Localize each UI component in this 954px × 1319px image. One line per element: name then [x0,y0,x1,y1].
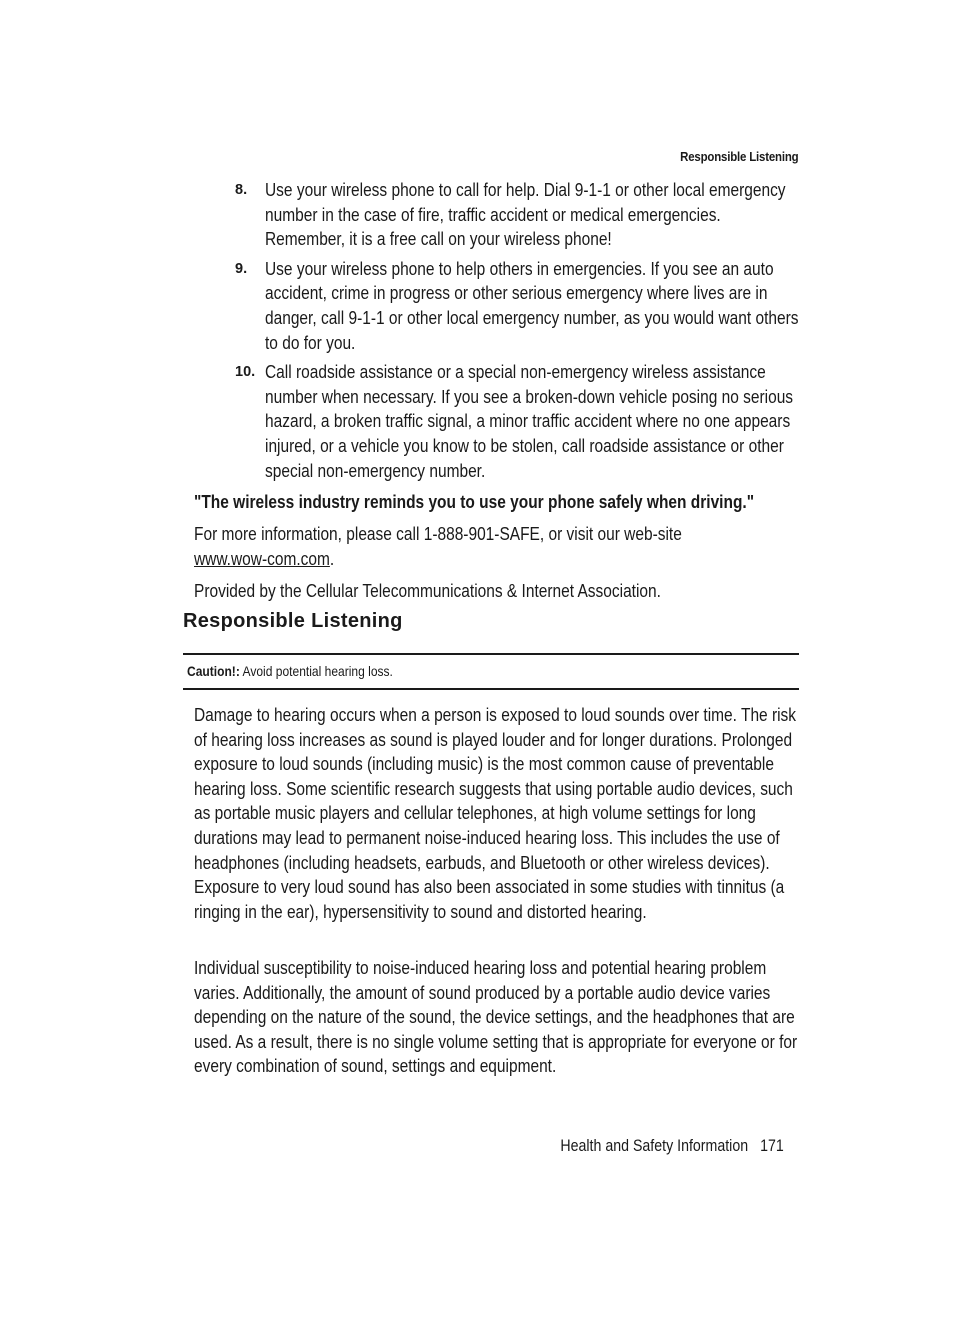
more-info-paragraph [194,522,800,571]
list-item-number: 8. [235,182,248,198]
caution-bottom-rule [183,688,799,690]
footer-chapter: Health and Safety Information [560,1137,749,1155]
list-item-number: 9. [235,260,248,277]
more-info-suffix: . [329,548,335,569]
body-paragraph-text: Damage to hearing occurs when a person is exposed to loud sounds over time. The risk of hearing loss increases as sound is played louder and for longer durations. Prolonged exposure to loud sounds (including music) is the most common cause of preventable hearing loss. Some scientific research suggests that using portable audio devices, such as portable music players and cellular telephones, at high volume settings for long durations may lead to permanent noise-induced hearing loss. This includes the use of headphones (including headsets, earbuds, and Bluetooth or other wireless devices). Exposure to very loud sound has also been associated in some studies with tinnitus (a ringing in the ear), hypersensitivity to sound and distorted hearing. [194,705,797,922]
list-item-text: Call roadside assistance or a special non-emergency wireless assistance number when necessary. If you see a broken-down vehicle posing no serious hazard, a broken traffic signal, a minor traffic accident where no one appears injured, or a vehicle you know to be stolen, call roadside assistance or other special non-emergency number. [265,362,794,481]
body-paragraph-text: Individual susceptibility to noise-induced hearing loss and potential hearing problem varies. Additionally, the amount of sound produced by a portable audio device varies depending on the nature of the sound, the device settings, and the headphones that are used. As a result, there is no single volume setting that is appropriate for everyone or for every combination of sound, settings and equipment. [194,958,798,1077]
website-link[interactable]: www.wow-com.com [194,548,330,569]
list-item [235,360,800,483]
caution-top-rule [183,653,799,655]
caution-note [187,662,426,680]
caution-wrap [187,662,393,680]
list-item-text: Use your wireless phone to help others in emergencies. If you see an auto accident, crime in progress or other serious emergency where lives are in danger, call 9-1-1 or other local emergency number, as you would want others to do for you. [265,258,799,353]
page-number: 171 [760,1137,784,1155]
more-info-wrap [194,522,799,571]
safety-tips-list [235,178,800,488]
provided-by-text: Provided by the Cellular Telecommunications & Internet Association. [194,581,661,601]
body-paragraph [194,956,800,1079]
footer-wrap [561,1136,784,1156]
provided-by-paragraph [194,579,800,604]
safety-quote [194,490,800,515]
body-paragraph [194,703,800,924]
more-info-text: For more information, please call 1-888-901-SAFE, or visit our web-site [194,524,682,544]
section-title: Responsible Listening [183,610,403,632]
running-header: Responsible Listening [679,149,798,164]
list-item-number: 10. [235,364,256,381]
list-item-text: Use your wireless phone to call for help. Dial 9-1-1 or other local emergency number in the case of fire, traffic accident or medical emergencies. Remember, it is a free call on your wireless phone! [265,180,786,250]
caution-text: Avoid potential hearing loss. [242,663,393,679]
list-item [235,178,800,252]
safety-quote-text: "The wireless industry reminds you to use your phone safely when driving." [194,492,755,512]
list-item [235,257,800,355]
caution-label: Caution!: [187,663,240,679]
page-footer [524,1136,784,1156]
